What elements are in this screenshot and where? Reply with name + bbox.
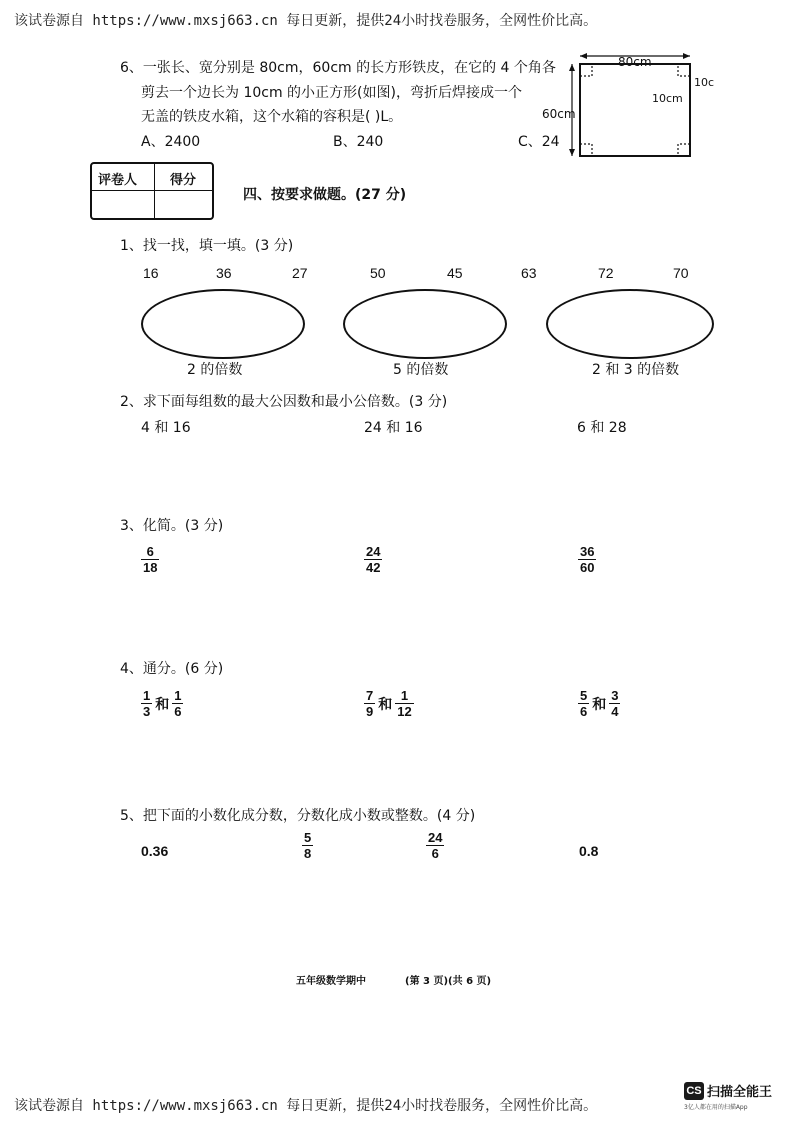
multiples-of-5-oval[interactable] bbox=[343, 289, 507, 359]
section-4-title: 四、按要求做题。(27 分) bbox=[243, 187, 407, 203]
p2-item: 6 和 28 bbox=[577, 420, 627, 436]
p2-item: 24 和 16 bbox=[364, 420, 423, 436]
p1-number: 63 bbox=[521, 265, 537, 281]
scanner-logo bbox=[684, 1080, 772, 1111]
corner-squares bbox=[580, 64, 690, 156]
cs-logo-icon: CS bbox=[684, 1082, 704, 1100]
footer-page: (第 3 页)(共 6 页) bbox=[405, 976, 492, 987]
p3-fraction: $\frac{36}{60}$ bbox=[580, 544, 595, 575]
p4-pair: $\frac{5}{6}$ 和 $\frac{3}{4}$ bbox=[580, 688, 619, 719]
p4-title: 4、通分。(6 分) bbox=[120, 661, 224, 677]
p5-fraction: $\frac{24}{6}$ bbox=[428, 830, 443, 861]
p2-item: 4 和 16 bbox=[141, 420, 191, 436]
q6-option-a: A、2400 bbox=[141, 134, 201, 150]
p3-fraction: $\frac{6}{18}$ bbox=[143, 544, 158, 575]
width-label: 80cm bbox=[618, 55, 652, 69]
p5-fraction: $\frac{5}{8}$ bbox=[304, 830, 312, 861]
corner-label-edge: 10c bbox=[694, 76, 715, 89]
p1-number: 27 bbox=[292, 265, 308, 281]
p1-number: 50 bbox=[370, 265, 386, 281]
p1-number: 45 bbox=[447, 265, 463, 281]
p2-title: 2、求下面每组数的最大公因数和最小公倍数。(3 分) bbox=[120, 394, 448, 410]
p5-title: 5、把下面的小数化成分数，分数化成小数或整数。(4 分) bbox=[120, 808, 476, 824]
sheet-outline bbox=[580, 64, 690, 156]
oval-label-2-and-3: 2 和 3 的倍数 bbox=[592, 362, 680, 378]
multiples-of-2-and-3-oval[interactable] bbox=[546, 289, 714, 359]
corner-label: 10cm bbox=[652, 92, 683, 105]
p1-number: 70 bbox=[673, 265, 689, 281]
score-table bbox=[90, 162, 214, 220]
logo-tagline: 3亿人都在用的扫描App bbox=[684, 1104, 748, 1111]
p4-pair: $\frac{7}{9}$ 和 $\frac{1}{12}$ bbox=[366, 688, 412, 719]
q6-option-b: B、240 bbox=[333, 134, 384, 150]
multiples-of-2-oval[interactable] bbox=[141, 289, 305, 359]
p1-title: 1、找一找，填一填。(3 分) bbox=[120, 238, 294, 254]
oval-label-5: 5 的倍数 bbox=[393, 362, 449, 378]
logo-name: 扫描全能王 bbox=[707, 1085, 773, 1100]
q6-line-2: 剪去一个边长为 10cm 的小正方形(如图)，弯折后焊接成一个 bbox=[141, 85, 522, 101]
q6-option-c: C、24 bbox=[518, 134, 560, 150]
source-banner-top: 该试卷源自 https://www.mxsj663.cn 每日更新，提供24小时找卷服务，全网性价比高。 bbox=[14, 13, 598, 29]
q6-line-1: 6、一张长、宽分别是 80cm，60cm 的长方形铁皮，在它的 4 个角各 bbox=[120, 60, 556, 76]
source-banner-bottom: 该试卷源自 https://www.mxsj663.cn 每日更新，提供24小时找卷服务，全网性价比高。 bbox=[14, 1098, 598, 1114]
q6-line-3: 无盖的铁皮水箱，这个水箱的容积是( )L。 bbox=[141, 109, 403, 125]
p4-pair: $\frac{1}{3}$ 和 $\frac{1}{6}$ bbox=[143, 688, 182, 719]
p1-number: 72 bbox=[598, 265, 614, 281]
height-label: 60cm bbox=[542, 107, 576, 121]
reviewer-header: 评卷人 bbox=[98, 173, 138, 188]
footer-subject: 五年级数学期中 bbox=[296, 976, 366, 987]
p5-decimal: 0.8 bbox=[579, 843, 599, 859]
p5-decimal: 0.36 bbox=[141, 843, 169, 859]
oval-label-2: 2 的倍数 bbox=[187, 362, 243, 378]
p1-number: 36 bbox=[216, 265, 232, 281]
p3-title: 3、化简。(3 分) bbox=[120, 518, 224, 534]
sheet-figure bbox=[540, 50, 740, 164]
p3-fraction: $\frac{24}{42}$ bbox=[366, 544, 381, 575]
score-header: 得分 bbox=[170, 173, 197, 188]
p1-number: 16 bbox=[143, 265, 159, 281]
